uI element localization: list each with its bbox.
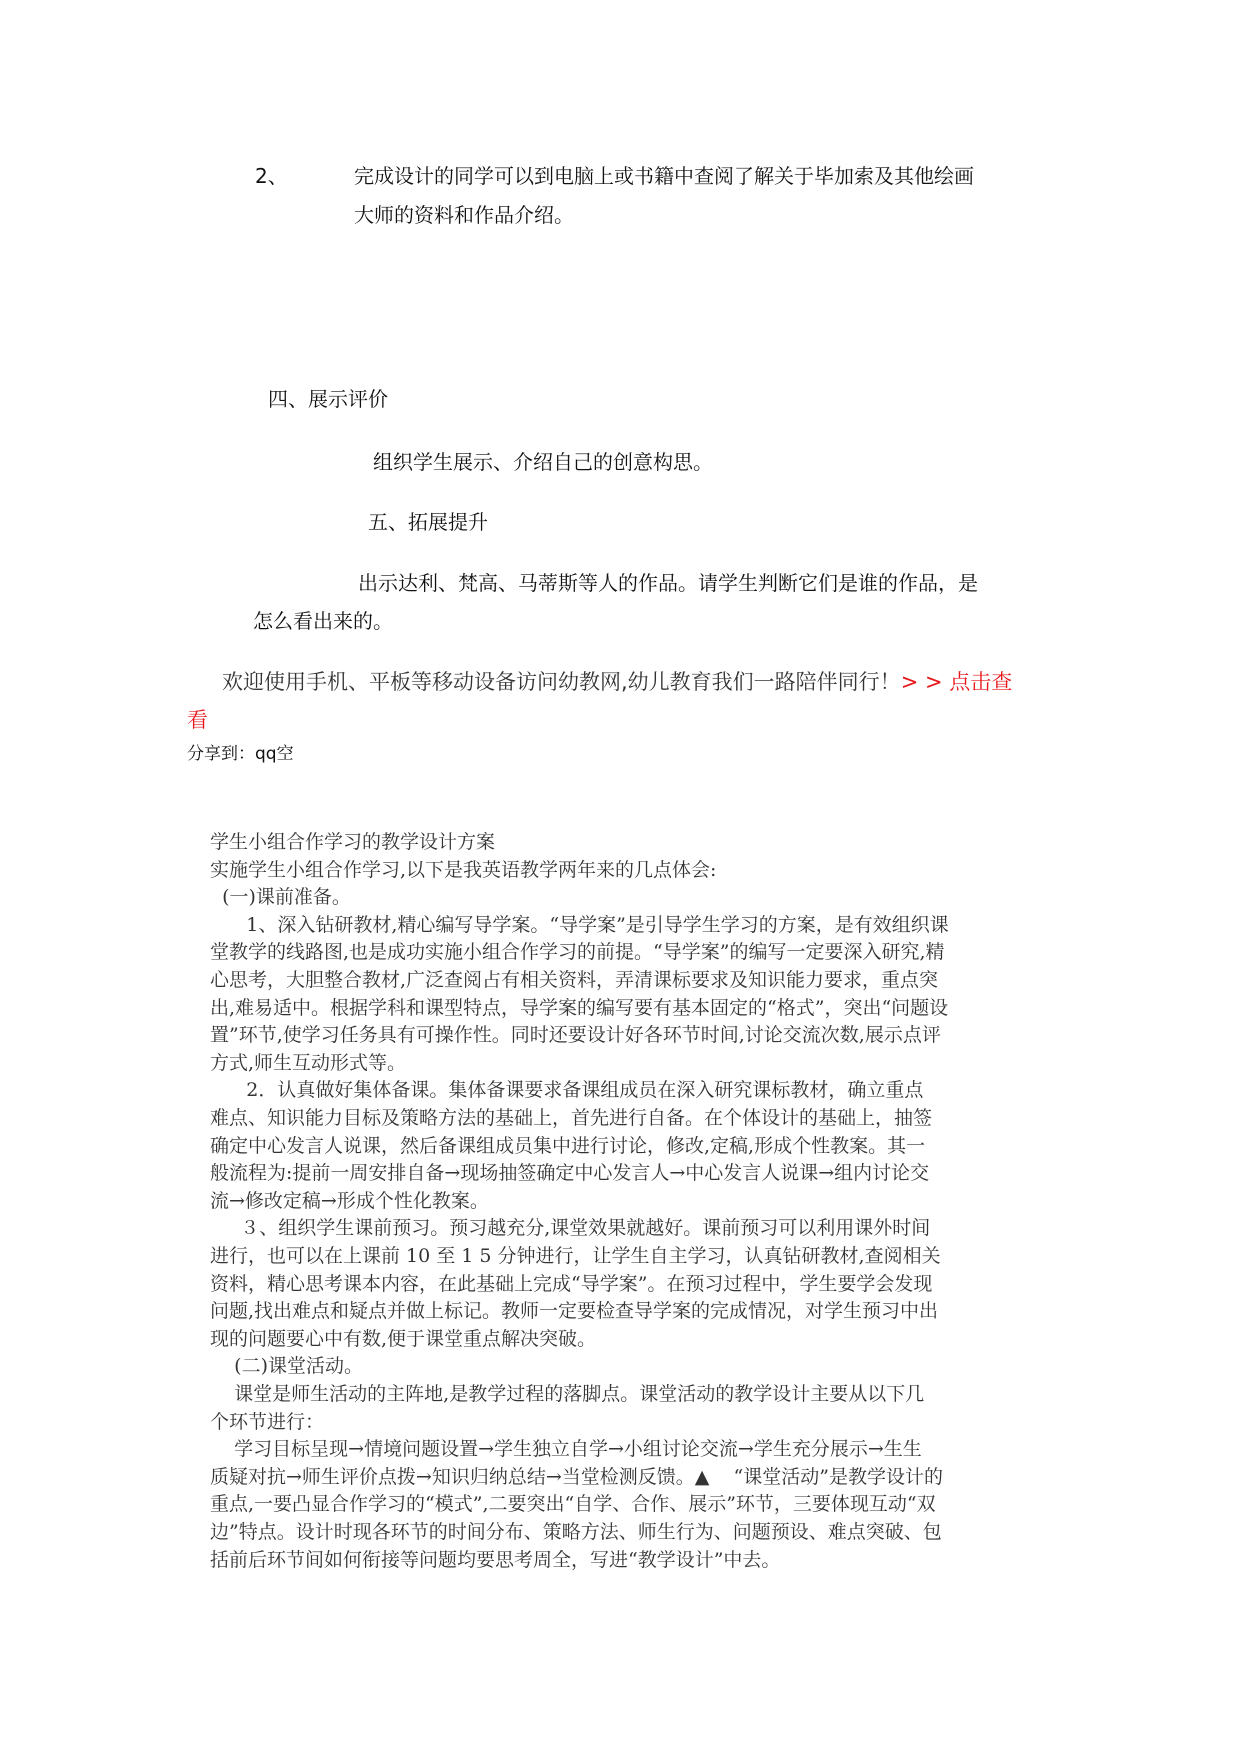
article-line: 确定中心发言人说课，然后备课组成员集中进行讨论，修改,定稿,形成个性教案。其一 — [210, 1134, 926, 1157]
article-line: ３、组织学生课前预习。预习越充分,课堂效果就越好。课前预习可以利用课外时间 — [210, 1217, 931, 1240]
list-item-2-line-2: 大师的资料和作品介绍。 — [354, 203, 574, 227]
article-line: 问题,找出难点和疑点并做上标记。教师一定要检查导学案的完成情况，对学生预习中出 — [210, 1300, 939, 1323]
section-5-text-line-1: 出示达利、梵高、马蒂斯等人的作品。请学生判断它们是谁的作品，是 — [358, 571, 978, 595]
article-line: 般流程为:提前一周安排自备→现场抽签确定中心发言人→中心发言人说课→组内讨论交 — [210, 1162, 930, 1185]
article-line: 方式,师生互动形式等。 — [210, 1051, 407, 1074]
promo-text: 欢迎使用手机、平板等移动设备访问幼教网,幼儿教育我们一路陪伴同行！ — [222, 670, 901, 694]
view-link-continued[interactable]: 看 — [187, 708, 208, 732]
article-line: 进行，也可以在上课前 10 至 1 5 分钟进行，让学生自主学习，认真钻研教材,查阅相关 — [210, 1245, 941, 1267]
article-line: 现的问题要心中有数,便于课堂重点解决突破。 — [210, 1327, 597, 1350]
article-line: 括前后环节间如何衔接等问题均要思考周全，写进“教学设计”中去。 — [210, 1548, 781, 1571]
article-line: 资料，精心思考课本内容，在此基础上完成“导学案”。在预习过程中，学生要学会发现 — [210, 1272, 933, 1295]
section-4-text: 组织学生展示、介绍自己的创意构思。 — [373, 450, 713, 474]
article-line: 重点,一要凸显合作学习的“模式”,二要突出“自学、合作、展示”环节，三要体现互动“双 — [210, 1493, 936, 1516]
heading-section-4: 四、展示评价 — [268, 387, 388, 411]
article-line: (一)课前准备。 — [210, 886, 351, 909]
article-line: 实施学生小组合作学习,以下是我英语教学两年来的几点体会: — [210, 858, 717, 881]
article-line: 心思考，大胆整合教材,广泛查阅占有相关资料，弄清课标要求及知识能力要求，重点突 — [210, 969, 939, 991]
article-line: 2．认真做好集体备课。集体备课要求备课组成员在深入研究课标教材，确立重点 — [210, 1079, 924, 1102]
promo-banner — [222, 666, 1012, 696]
article-line: 流→修改定稿→形成个性化教案。 — [210, 1189, 489, 1212]
heading-section-5: 五、拓展提升 — [368, 510, 488, 534]
section-5-text-line-2: 怎么看出来的。 — [253, 609, 393, 633]
article-line: 置”环节,使学习任务具有可操作性。同时还要设计好各环节时间,讨论交流次数,展示点评 — [210, 1024, 941, 1047]
list-number-2: 2、 — [255, 164, 288, 188]
article-line: 学习目标呈现→情境问题设置→学生独立自学→小组讨论交流→学生充分展示→生生 — [210, 1438, 922, 1461]
article-line: 1、深入钻研教材,精心编写导学案。“导学案”是引导学生学习的方案，是有效组织课 — [210, 913, 949, 936]
list-item-2-line-1: 完成设计的同学可以到电脑上或书籍中查阅了解关于毕加索及其他绘画 — [354, 164, 974, 188]
share-to-text: 分享到：qq空 — [187, 744, 294, 764]
article-line: 出,难易适中。根据学科和课型特点，导学案的编写要有基本固定的“格式”，突出“问题设 — [210, 996, 949, 1019]
view-link[interactable]: > > 点击查 — [900, 670, 1013, 694]
article-title: 学生小组合作学习的教学设计方案 — [210, 831, 496, 853]
article-line: 难点、知识能力目标及策略方法的基础上，首先进行自备。在个体设计的基础上，抽签 — [210, 1107, 933, 1129]
article-line: (二)课堂活动。 — [210, 1355, 363, 1378]
article-line: 边”特点。设计时现各环节的时间分布、策略方法、师生行为、问题预设、难点突破、包 — [210, 1521, 942, 1543]
article-line: 堂教学的线路图,也是成功实施小组合作学习的前提。“导学案”的编写一定要深入研究,精 — [210, 941, 945, 964]
article-line: 质疑对抗→师生评价点拨→知识归纳总结→当堂检测反馈。▲ “课堂活动”是教学设计的 — [210, 1465, 943, 1488]
article-line: 课堂是师生活动的主阵地,是教学过程的落脚点。课堂活动的教学设计主要从以下几 — [210, 1383, 925, 1405]
article-line: 个环节进行： — [210, 1410, 325, 1433]
